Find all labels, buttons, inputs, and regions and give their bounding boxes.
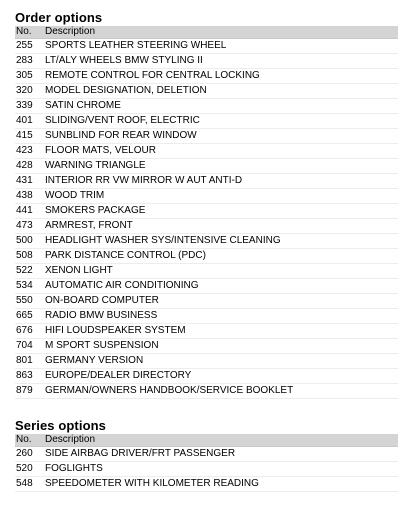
table-row bbox=[15, 324, 398, 339]
option-description: SPEEDOMETER WITH KILOMETER READING bbox=[44, 477, 398, 492]
order-options-section bbox=[15, 10, 398, 399]
option-number: 879 bbox=[15, 384, 44, 399]
option-description: SLIDING/VENT ROOF, ELECTRIC bbox=[44, 114, 398, 129]
table-row bbox=[15, 84, 398, 99]
option-description: M SPORT SUSPENSION bbox=[44, 339, 398, 354]
table-row bbox=[15, 114, 398, 129]
option-description: WOOD TRIM bbox=[44, 189, 398, 204]
option-number: 428 bbox=[15, 159, 44, 174]
column-header-description: Description bbox=[44, 434, 398, 447]
table-row bbox=[15, 309, 398, 324]
series-options-table bbox=[15, 434, 398, 492]
option-number: 260 bbox=[15, 447, 44, 462]
option-description: MODEL DESIGNATION, DELETION bbox=[44, 84, 398, 99]
order-options-body bbox=[15, 39, 398, 399]
column-header-description: Description bbox=[44, 26, 398, 39]
table-header-row bbox=[15, 26, 398, 39]
option-description: XENON LIGHT bbox=[44, 264, 398, 279]
table-row bbox=[15, 144, 398, 159]
option-number: 548 bbox=[15, 477, 44, 492]
option-number: 534 bbox=[15, 279, 44, 294]
series-options-body bbox=[15, 447, 398, 492]
table-row bbox=[15, 174, 398, 189]
option-number: 415 bbox=[15, 129, 44, 144]
option-description: SUNBLIND FOR REAR WINDOW bbox=[44, 129, 398, 144]
option-description: RADIO BMW BUSINESS bbox=[44, 309, 398, 324]
option-description: HEADLIGHT WASHER SYS/INTENSIVE CLEANING bbox=[44, 234, 398, 249]
table-row bbox=[15, 54, 398, 69]
option-description: SATIN CHROME bbox=[44, 99, 398, 114]
option-description: PARK DISTANCE CONTROL (PDC) bbox=[44, 249, 398, 264]
option-description: SPORTS LEATHER STEERING WHEEL bbox=[44, 39, 398, 54]
option-number: 320 bbox=[15, 84, 44, 99]
option-description: GERMAN/OWNERS HANDBOOK/SERVICE BOOKLET bbox=[44, 384, 398, 399]
option-number: 676 bbox=[15, 324, 44, 339]
option-number: 550 bbox=[15, 294, 44, 309]
option-description: EUROPE/DEALER DIRECTORY bbox=[44, 369, 398, 384]
option-number: 283 bbox=[15, 54, 44, 69]
option-number: 441 bbox=[15, 204, 44, 219]
option-number: 339 bbox=[15, 99, 44, 114]
option-number: 255 bbox=[15, 39, 44, 54]
option-description: FLOOR MATS, VELOUR bbox=[44, 144, 398, 159]
option-number: 520 bbox=[15, 462, 44, 477]
table-row bbox=[15, 462, 398, 477]
option-description: INTERIOR RR VW MIRROR W AUT ANTI-D bbox=[44, 174, 398, 189]
option-number: 665 bbox=[15, 309, 44, 324]
table-row bbox=[15, 219, 398, 234]
option-number: 423 bbox=[15, 144, 44, 159]
table-row bbox=[15, 384, 398, 399]
option-description: GERMANY VERSION bbox=[44, 354, 398, 369]
series-options-title: Series options bbox=[15, 418, 106, 433]
option-number: 522 bbox=[15, 264, 44, 279]
table-row bbox=[15, 69, 398, 84]
option-description: HIFI LOUDSPEAKER SYSTEM bbox=[44, 324, 398, 339]
option-number: 508 bbox=[15, 249, 44, 264]
table-row bbox=[15, 339, 398, 354]
table-header-row bbox=[15, 434, 398, 447]
table-row bbox=[15, 264, 398, 279]
option-number: 438 bbox=[15, 189, 44, 204]
table-row bbox=[15, 129, 398, 144]
option-description: REMOTE CONTROL FOR CENTRAL LOCKING bbox=[44, 69, 398, 84]
option-number: 500 bbox=[15, 234, 44, 249]
option-number: 863 bbox=[15, 369, 44, 384]
option-description: SMOKERS PACKAGE bbox=[44, 204, 398, 219]
table-row bbox=[15, 159, 398, 174]
option-description: ON-BOARD COMPUTER bbox=[44, 294, 398, 309]
option-description: FOGLIGHTS bbox=[44, 462, 398, 477]
table-row bbox=[15, 249, 398, 264]
table-row bbox=[15, 447, 398, 462]
table-row bbox=[15, 477, 398, 492]
table-row bbox=[15, 204, 398, 219]
option-number: 305 bbox=[15, 69, 44, 84]
column-header-no: No. bbox=[15, 26, 44, 39]
option-description: AUTOMATIC AIR CONDITIONING bbox=[44, 279, 398, 294]
table-row bbox=[15, 99, 398, 114]
option-number: 704 bbox=[15, 339, 44, 354]
option-description: LT/ALY WHEELS BMW STYLING II bbox=[44, 54, 398, 69]
option-number: 431 bbox=[15, 174, 44, 189]
option-number: 401 bbox=[15, 114, 44, 129]
table-row bbox=[15, 279, 398, 294]
option-description: SIDE AIRBAG DRIVER/FRT PASSENGER bbox=[44, 447, 398, 462]
table-row bbox=[15, 39, 398, 54]
table-row bbox=[15, 234, 398, 249]
table-row bbox=[15, 354, 398, 369]
option-description: WARNING TRIANGLE bbox=[44, 159, 398, 174]
order-options-table bbox=[15, 26, 398, 399]
table-row bbox=[15, 189, 398, 204]
column-header-no: No. bbox=[15, 434, 44, 447]
table-row bbox=[15, 294, 398, 309]
option-number: 801 bbox=[15, 354, 44, 369]
series-options-section bbox=[15, 418, 398, 492]
table-row bbox=[15, 369, 398, 384]
order-options-title: Order options bbox=[15, 10, 103, 25]
option-number: 473 bbox=[15, 219, 44, 234]
option-description: ARMREST, FRONT bbox=[44, 219, 398, 234]
